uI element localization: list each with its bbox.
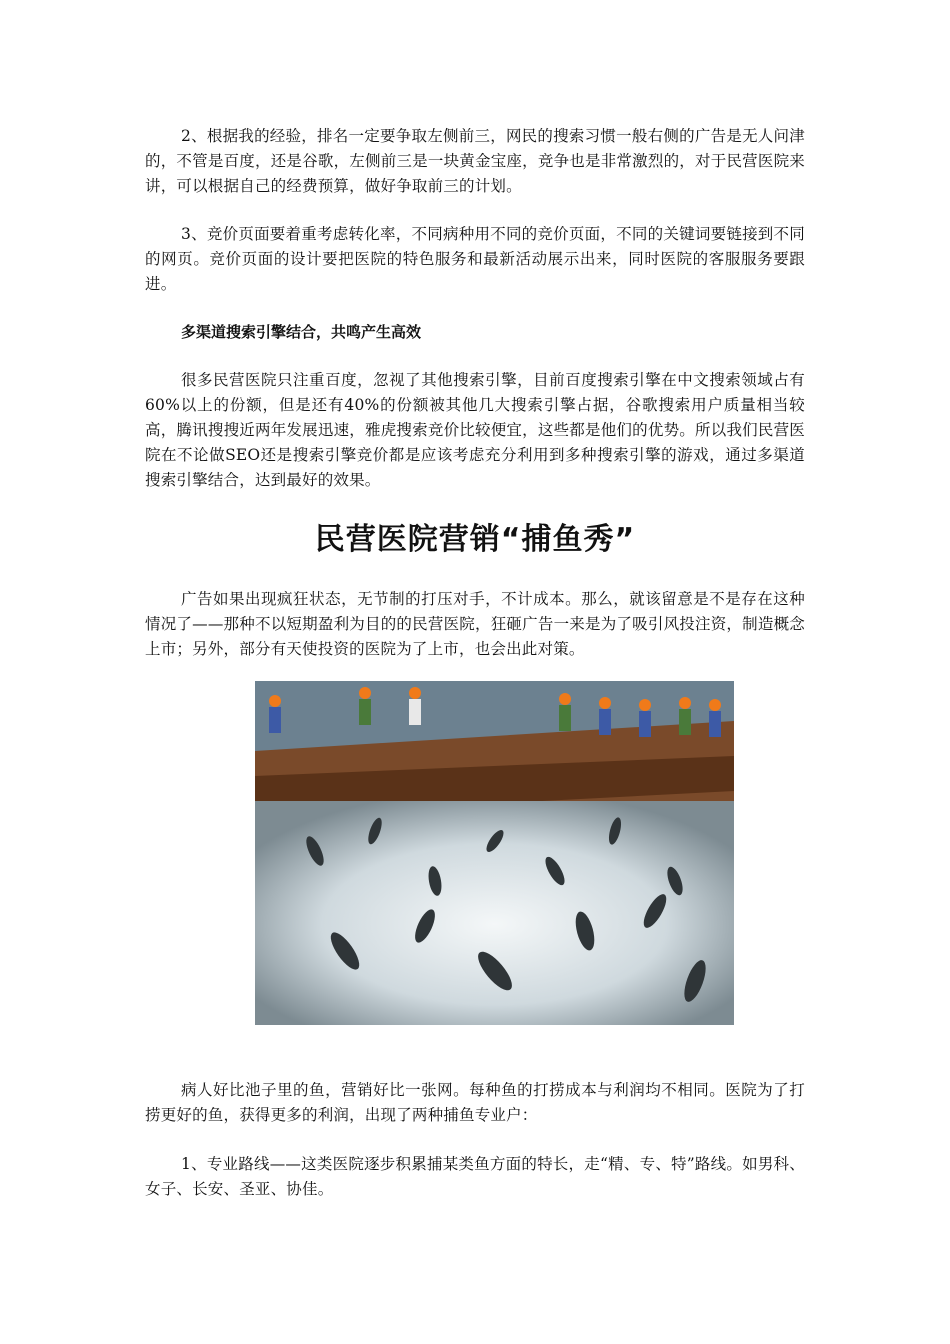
- paragraph-bidding-page: 3、竞价页面要着重考虑转化率，不同病种用不同的竞价页面，不同的关键词要链接到不同的网页。竞价页面的设计要把医院的特色服务和最新活动展示出来，同时医院的客服服务要跟进。: [145, 225, 805, 293]
- paragraph-fish-analogy: 病人好比池子里的鱼，营销好比一张网。每种鱼的打捞成本与利润均不相同。医院为了打捞更好的鱼，获得更多的利润，出现了两种捕鱼专业户：: [145, 1081, 805, 1124]
- fishing-net-photo-icon: [255, 681, 734, 1025]
- paragraph-specialized-route: 1、专业路线——这类医院逐步积累捕某类鱼方面的特长，走“精、专、特”路线。如男科、女子、长安、圣亚、协佳。: [145, 1155, 805, 1198]
- fishing-photo: [255, 681, 734, 1025]
- paragraph-multi-engine: 很多民营医院只注重百度，忽视了其他搜索引擎，目前百度搜索引擎在中文搜索领域占有60%以上的份额，但是还有40%的份额被其他几大搜索引擎占据，谷歌搜索用户质量相当较高，腾讯搜搜近两年发展迅速，雅虎搜索竞价比较便宜，这些都是他们的优势。所以我们民营医院在不论做SEO还是搜索引擎竞价都是应该考虑充分利用到多种搜索引擎的游戏，通过多渠道搜索引擎结合，达到最好的效果。: [145, 371, 805, 489]
- paragraph-ad-frenzy: 广告如果出现疯狂状态，无节制的打压对手，不计成本。那么，就该留意是不是存在这种情况了——那种不以短期盈利为目的的民营医院，狂砸广告一来是为了吸引风投注资，制造概念上市；另外，部分有天使投资的医院为了上市，也会出此对策。: [145, 590, 805, 658]
- section-subheading: 多渠道搜索引擎结合，共鸣产生高效: [181, 323, 422, 341]
- paragraph-ranking: 2、根据我的经验，排名一定要争取左侧前三，网民的搜索习惯一般右侧的广告是无人问津的，不管是百度，还是谷歌，左侧前三是一块黄金宝座，竞争也是非常激烈的，对于民营医院来讲，可以根据自己的经费预算，做好争取前三的计划。: [145, 127, 805, 195]
- article-title: 民营医院营销“捕鱼秀”: [314, 522, 636, 557]
